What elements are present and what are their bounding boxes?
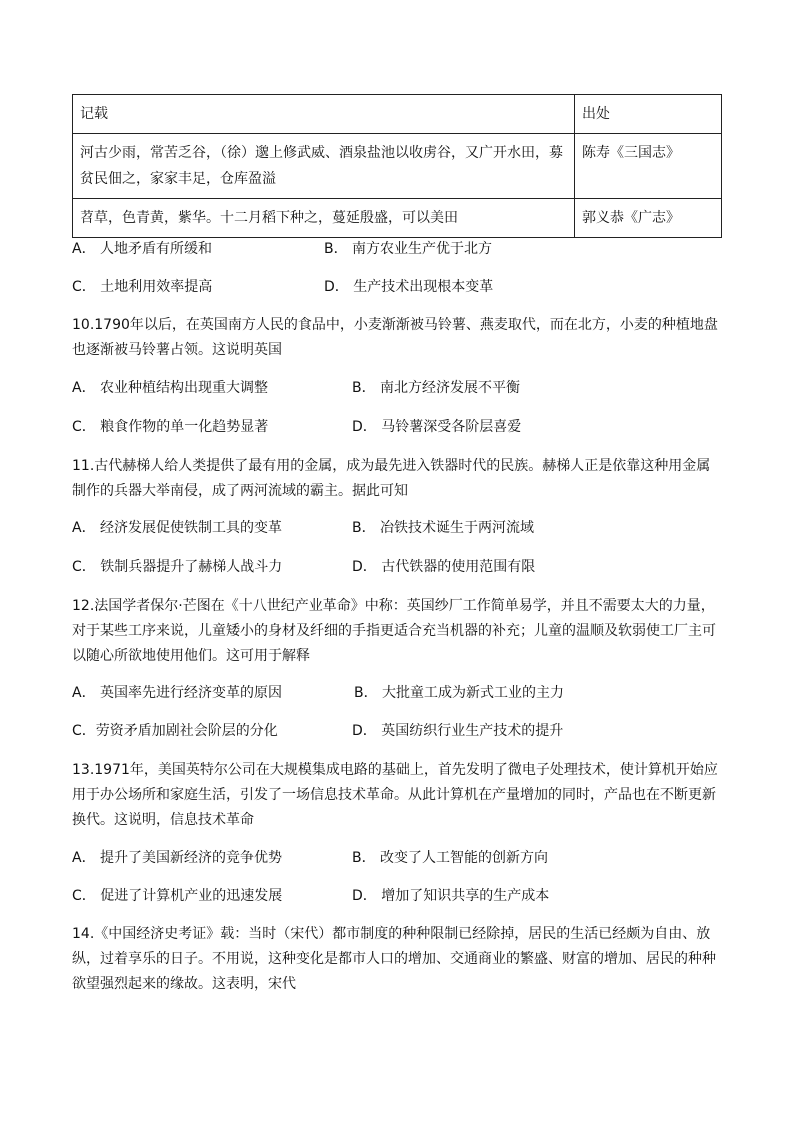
- q10-option-c: C． 粮食作物的单一化趋势显著: [72, 419, 269, 435]
- q11-option-b: B． 冶铁技术诞生于两河流域: [352, 520, 535, 536]
- q10-option-d: D． 马铃薯深受各阶层喜爱: [352, 419, 522, 435]
- q10-option-b: B． 南北方经济发展不平衡: [352, 380, 521, 396]
- question-14-stem: 14.《中国经济史考证》载：当时（宋代）都市制度的种种限制已经除掉，居民的生活已经颇为自由、放纵，过着享乐的日子。不用说，这种变化是都市人口的增加、交通商业的繁盛、财富的增加、居民的种种欲望强烈起来的缘故。这表明，宋代: [72, 926, 716, 992]
- table-cell-record: 河古少雨，常苦乏谷，（徐）邈上修武威、酒泉盐池以收虏谷，又广开水田，募贫民佃之，家家丰足，仓库盈溢: [73, 134, 575, 199]
- table-header-source: 出处: [575, 95, 722, 134]
- question-11-stem: 11.古代赫梯人给人类提供了最有用的金属，成为最先进入铁器时代的民族。赫梯人正是依靠这种用金属制作的兵器大举南侵，成了两河流域的霸主。据此可知: [72, 458, 711, 499]
- q12-option-b: B． 大批童工成为新式工业的主力: [354, 685, 565, 701]
- q13-option-c: C． 促进了计算机产业的迅速发展: [72, 888, 283, 904]
- q11-option-c: C． 铁制兵器提升了赫梯人战斗力: [72, 559, 283, 575]
- table-cell-record: 苕草，色青黄，紫华。十二月稻下种之，蔓延殷盛，可以美田: [73, 199, 575, 238]
- q9-option-d: D． 生产技术出现根本变革: [324, 279, 494, 295]
- table-cell-source: 陈寿《三国志》: [575, 134, 722, 199]
- q11-option-d: D． 古代铁器的使用范围有限: [352, 559, 536, 575]
- q9-option-c: C． 土地利用效率提高: [72, 279, 213, 295]
- q11-option-a: A． 经济发展促使铁制工具的变革: [72, 520, 283, 536]
- table-header-record: 记载: [73, 95, 575, 134]
- source-table: [72, 94, 722, 238]
- q12-option-c: C．劳资矛盾加剧社会阶层的分化: [72, 723, 278, 739]
- q13-option-a: A． 提升了美国新经济的竞争优势: [72, 850, 283, 866]
- table-header-row: [73, 95, 722, 134]
- q9-option-a: A． 人地矛盾有所缓和: [72, 241, 213, 257]
- q12-option-a: A． 英国率先进行经济变革的原因: [72, 685, 283, 701]
- table-row: [73, 134, 722, 199]
- q9-option-b: B． 南方农业生产优于北方: [324, 241, 493, 257]
- question-10-stem: 10.1790年以后，在英国南方人民的食品中，小麦渐渐被马铃薯、燕麦取代，而在北方，小麦的种植地盘也逐渐被马铃薯占领。这说明英国: [72, 317, 718, 358]
- question-12-stem: 12.法国学者保尔·芒图在《十八世纪产业革命》中称：英国纱厂工作简单易学，并且不需要太大的力量，对于某些工序来说，儿童矮小的身材及纤细的手指更适合充当机器的补充；儿童的温顺及软弱使工厂主可以随心所欲地使用他们。这可用于解释: [72, 598, 716, 664]
- q13-option-d: D． 增加了知识共享的生产成本: [352, 888, 550, 904]
- question-13-stem: 13.1971年，美国英特尔公司在大规模集成电路的基础上，首先发明了微电子处理技术，使计算机开始应用于办公场所和家庭生活，引发了一场信息技术革命。从此计算机在产量增加的同时，产品也在不断更新换代。这说明，信息技术革命: [72, 762, 718, 828]
- q10-option-a: A． 农业种植结构出现重大调整: [72, 380, 269, 396]
- table-row: [73, 199, 722, 238]
- q12-option-d: D． 英国纺织行业生产技术的提升: [352, 723, 564, 739]
- table-cell-source: 郭义恭《广志》: [575, 199, 722, 238]
- q13-option-b: B． 改变了人工智能的创新方向: [352, 850, 549, 866]
